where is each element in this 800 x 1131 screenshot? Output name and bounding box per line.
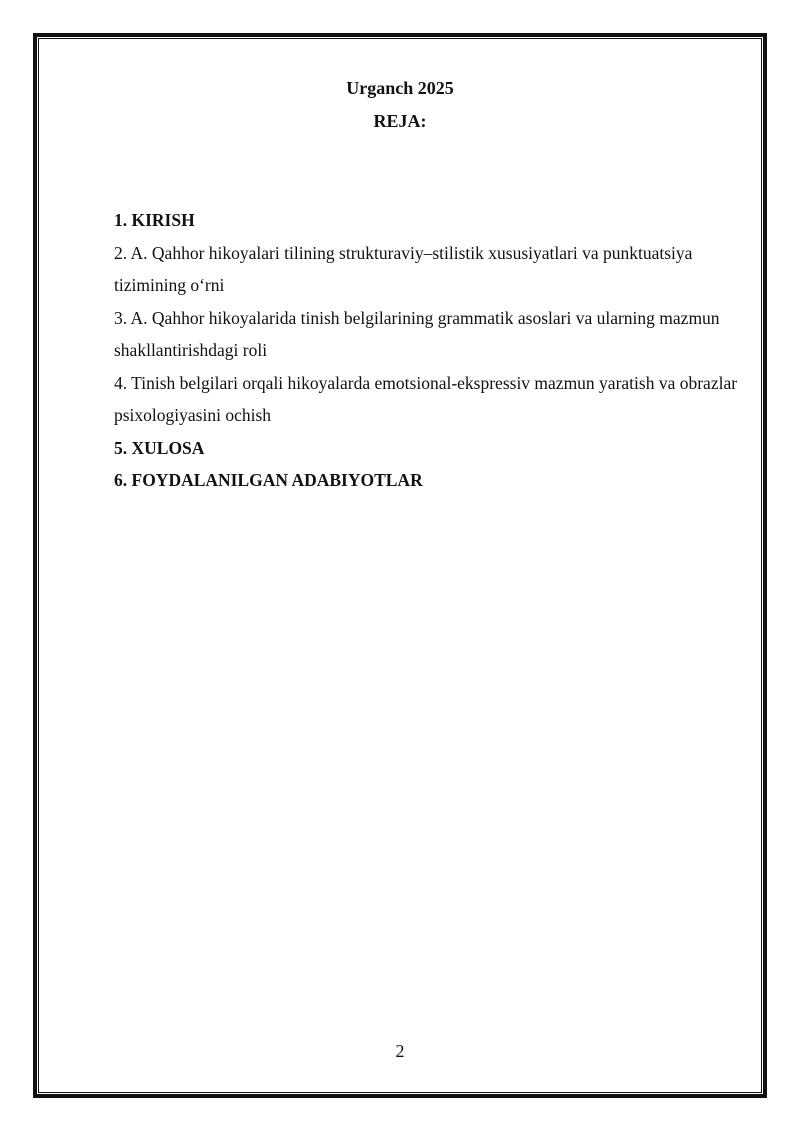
toc-item-chapter-4: 4. Tinish belgilari orqali hikoyalarda emotsional-ekspressiv mazmun yaratish va obrazlar psixologiyasini ochish [114, 372, 738, 425]
toc-item-conclusion: 5. XULOSA [114, 437, 205, 458]
toc-item-chapter-3: 3. A. Qahhor hikoyalarida tinish belgilarining grammatik asoslari va ularning mazmun shakllantirishdagi roli [114, 307, 720, 360]
toc-item-chapter-2: 2. A. Qahhor hikoyalari tilining strukturaviy–stilistik xususiyatlari va punktuatsiya tizimining oʻrni [114, 242, 693, 295]
table-of-contents [114, 204, 744, 497]
toc-item-introduction: 1. KIRISH [114, 210, 195, 230]
plan-title: REJA: [373, 111, 427, 131]
toc-item-references: 6. FOYDALANILGAN ADABIYOTLAR [114, 470, 423, 490]
city-year-heading: Urganch 2025 [346, 78, 454, 98]
page-number: 2 [395, 1041, 405, 1061]
page-border-inner [38, 38, 762, 1093]
